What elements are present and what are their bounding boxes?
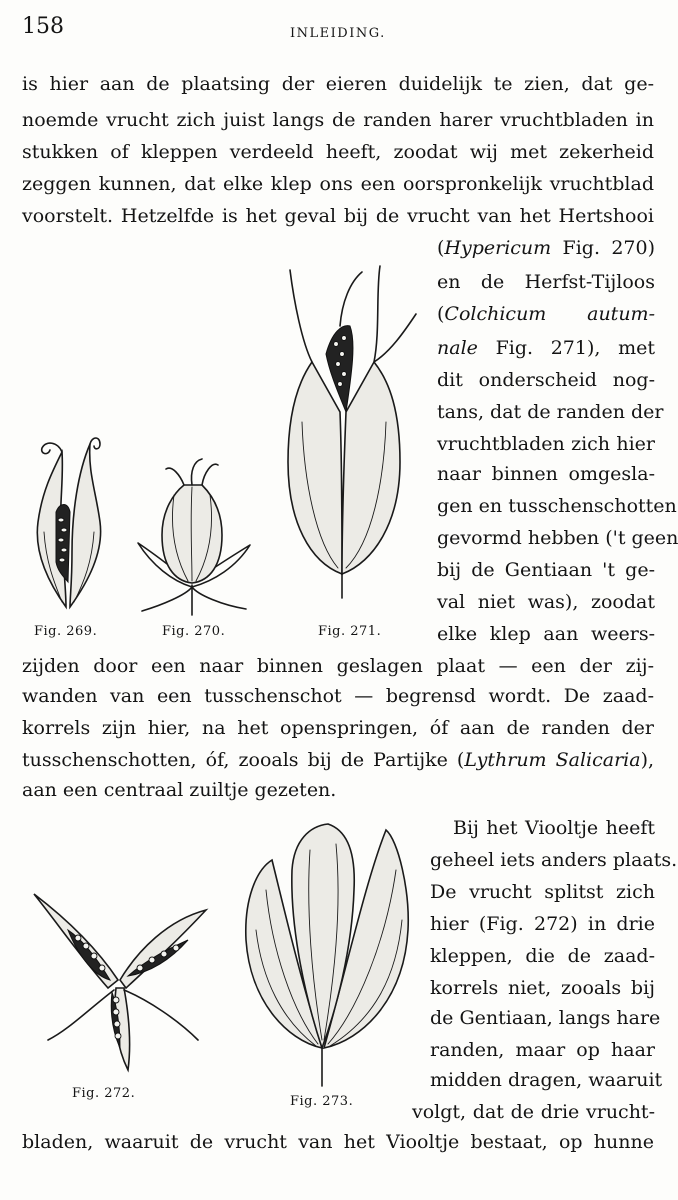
body-line: stukken of kleppen verdeeld heeft, zoodat wij met zekerheid <box>22 141 654 163</box>
body-line: midden dragen, waaruit <box>430 1069 663 1091</box>
body-line: aan een centraal zuiltje gezeten. <box>22 779 337 801</box>
page-number: 158 <box>22 14 64 39</box>
body-line: De vrucht splitst zich <box>430 881 655 903</box>
fig-272-illustration <box>28 880 210 1076</box>
body-line: de Gentiaan, langs hare <box>430 1007 661 1029</box>
body-line: (Colchicum autum- <box>437 303 655 325</box>
fig-269-caption: Fig. 269. <box>34 624 98 639</box>
body-line: geheel iets anders plaats. <box>430 849 678 871</box>
body-line: en de Herfst-Tijloos <box>437 271 655 293</box>
body-line: (Hypericum Fig. 270) <box>437 237 655 259</box>
fig-273-illustration <box>236 820 416 1088</box>
fig-269-illustration <box>28 432 110 612</box>
fig-271-caption: Fig. 271. <box>318 624 382 639</box>
body-line: randen, maar op haar <box>430 1039 655 1061</box>
body-line: nale Fig. 271), met <box>437 337 655 359</box>
running-head: INLEIDING. <box>290 26 386 41</box>
body-line: volgt, dat de drie vrucht- <box>412 1101 655 1123</box>
body-line: Bij het Viooltje heeft <box>453 817 655 839</box>
body-line: gevormd hebben ('t geen <box>437 527 678 549</box>
body-line: korrels niet, zooals bij <box>430 977 655 999</box>
body-line: elke klep aan weers- <box>437 623 655 645</box>
fig-272-caption: Fig. 272. <box>72 1086 136 1101</box>
body-line: noemde vrucht zich juist langs de randen harer vruchtbladen in <box>22 109 654 131</box>
body-line: naar binnen omgesla- <box>437 463 655 485</box>
body-line: gen en tusschenschotten <box>437 495 677 517</box>
body-line: vruchtbladen zich hier <box>437 433 655 455</box>
body-line: val niet was), zoodat <box>437 591 655 613</box>
fig-270-caption: Fig. 270. <box>162 624 226 639</box>
body-line: tans, dat de randen der <box>437 401 664 423</box>
body-line: wanden van een tusschenschot — begrensd wordt. De zaad- <box>22 685 654 707</box>
fig-270-illustration <box>132 455 256 617</box>
body-line: hier (Fig. 272) in drie <box>430 913 655 935</box>
body-line: voorstelt. Hetzelfde is het geval bij de vrucht van het Hertshooi <box>22 205 654 227</box>
body-line: korrels zijn hier, na het openspringen, óf aan de randen der <box>22 717 654 739</box>
fig-273-caption: Fig. 273. <box>290 1094 354 1109</box>
body-line: bij de Gentiaan 't ge- <box>437 559 655 581</box>
body-line: dit onderscheid nog- <box>437 369 655 391</box>
body-line: zeggen kunnen, dat elke klep ons een oorspronkelijk vruchtblad <box>22 173 654 195</box>
body-line: bladen, waaruit de vrucht van het Viooltje bestaat, op hunne <box>22 1131 654 1153</box>
body-line: kleppen, die de zaad- <box>430 945 655 967</box>
fig-271-illustration <box>280 262 420 604</box>
body-line: tusschenschotten, óf, zooals bij de Partijke (Lythrum Salicaria), <box>22 749 655 771</box>
body-line: zijden door een naar binnen geslagen plaat — een der zij- <box>22 655 654 677</box>
body-line: is hier aan de plaatsing der eieren duidelijk te zien, dat ge- <box>22 73 654 95</box>
